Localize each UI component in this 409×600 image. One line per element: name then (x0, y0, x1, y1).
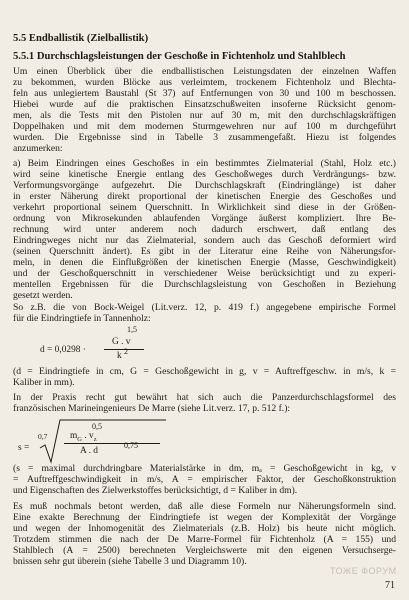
formula2-legend-line: und Eigenschaften des Zielwerkstoffes berücksichtigt, d = Kaliber in dm). (13, 485, 298, 496)
formula1-denominator-exponent: 2 (124, 347, 128, 356)
point-a-line: rechnung wird unter anderem noch dadurch erschwert, daß entlang des (13, 224, 396, 235)
formula2-legend-line: (s = maximal durchdringbare Materialstärke in dm, mₐ = Geschoßgewicht in kg, v (13, 463, 396, 474)
demarre-intro-line: In der Praxis recht gut bewährt hat sich auch die Panzerdurchschlagsformel des (13, 392, 396, 403)
intro-line: feln aus unlegiertem Baustahl (St 37) auf Entfernungen von 30 und 100 m beschossen. (13, 88, 396, 99)
formula1-denominator: k (117, 351, 122, 361)
point-a-line: mentellen Ergebnissen für die Durchschlagsleistung von Geschoßen in Beziehung (13, 279, 396, 290)
intro-line: Doppelhaken und mit dem modernen Sturmgewehren nur auf 100 m durchgeführt (13, 121, 396, 132)
intro-line: zu bekommen, wurden Blöcke aus verleimtem, trockenem Fichtenholz und Blechta- (13, 77, 396, 88)
section-heading: 5.5 Endballistik (Zielballistik) (13, 33, 149, 44)
closing-line: Trotzdem stimmen die nach der De Marre-Formel für Fichtenholz (A = 155) und (13, 534, 396, 545)
intro-line: wurden. Die Ergebnisse sind in Tabelle 3 zusammengefaßt. Hiezu ist folgendes (13, 132, 396, 143)
point-a-line: verkehrt proportional seinem Querschnitt. In Wirklichkeit sind diese in der Größen- (13, 202, 396, 213)
formula1-lhs: d = 0,0298 · (40, 345, 86, 355)
point-a-line: Verformungsvorgänge aufgezehrt. Die Durchschlagskraft (Eindringlänge) ist daher (13, 180, 396, 191)
point-a-line: ordnung von Mikrosekunden ablaufenden Vorgänge äußerst kompliziert. Ihre Be- (13, 213, 396, 224)
bock-intro-line: So z.B. die von Bock-Weigel (Lit.verz. 12, p. 419 f.) angegebene empirische Formel (13, 302, 396, 313)
demarre-intro-line: französischen Marineingenieurs De Marre (siehe Lit.verz. 17, p. 512 f.): (13, 403, 291, 414)
formula2-root-index: 0,7 (38, 432, 48, 441)
point-a-line: (seinen Querschnitt ändert). Es gibt in der Literatur eine Reihe von Näherungsfor- (13, 246, 396, 257)
formula2-denominator-exponent: 0,75 (124, 441, 138, 450)
closing-line: Es muß nochmals betont werden, daß alle diese Formeln nur Näherungsformeln sind. (13, 501, 396, 512)
formula2-fraction-bar (64, 443, 160, 444)
intro-line: Hiebei wurde auf die praktischen Einsatzschußweiten insoferne Rücksicht genom- (13, 99, 396, 110)
page-number: 71 (385, 580, 395, 591)
formula1-numerator: G . v (112, 337, 131, 347)
point-a-line: und der Geschoßquerschnitt in verschiedener Weise berücksichtigt und zu experi- (13, 268, 396, 279)
radical-sign-icon (38, 418, 168, 466)
formula2-numerator-exponent: 0,5 (92, 422, 102, 431)
closing-line: Eine exakte Berechnung der Eindringtiefe ist wegen der Komplexität der Vorgänge (13, 512, 396, 523)
point-a-line: in erster Näherung direkt proportional der kinetischen Energie des Geschoßes und (13, 191, 396, 202)
formula2-denominator: A . d (80, 446, 98, 456)
bock-intro-line: für die Eindringtiefe in Tannenholz: (13, 313, 151, 324)
formula2-numerator: $m_G$ . $v_z$ (70, 431, 97, 443)
formula1-legend-line: Kaliber in mm). (13, 377, 75, 388)
closing-line: und wegen der Inhomogenität des Zielmaterials (z.B. Holz) bis heute nicht möglich. (13, 523, 396, 534)
formula1-numerator-exponent: 1,5 (127, 325, 137, 334)
intro-line: Um einen Überblick über die endballistischen Leistungsdaten der einzelnen Waffen (13, 66, 396, 77)
formula1-legend-line: (d = Eindringtiefe in cm, G = Geschoßgewicht in g, v = Auftreffgeschw. in m/s, k = (13, 366, 396, 377)
subsection-heading: 5.5.1 Durchschlagsleistungen der Geschoße in Fichtenholz und Stahlblech (13, 51, 346, 62)
point-a-line: wird seine kinetische Energie entlang des Geschoßweges durch Verdrängungs- bzw. (13, 169, 396, 180)
intro-line: men, als die Tests mit den Pistolen nur auf 30 m, mit den durchschlagskräftigen (13, 110, 396, 121)
point-a-line: a) Beim Eindringen eines Geschoßes in ein bestimmtes Zielmaterial (Stahl, Holz etc.) (13, 158, 396, 169)
watermark: ТОЖЕ ФОРУМ (330, 566, 397, 576)
closing-line: bnissen sehr gut überein (siehe Tabelle 3 und Diagramm 10). (13, 556, 247, 567)
formula2-lhs: s = (18, 443, 30, 453)
point-a-line: meln, in denen die Einflußgrößen der kinetischen Energie (Masse, Geschwindigkeit) (13, 257, 396, 268)
point-a-line: Eindringweges nicht nur das Zielmaterial, sondern auch das Geschoß deformiert wird (13, 235, 396, 246)
formula2-legend-line: = Auftreffgeschwindigkeit in m/s, A = empirischer Faktor, der Geschoßkonstruktion (13, 474, 396, 485)
point-a-line: gesetzt werden. (13, 290, 73, 301)
intro-line: anzumerken: (13, 143, 63, 154)
closing-line: Stahlblech (A = 2500) berechneten Vergleichswerte mit den eigenen Versuchserge- (13, 545, 396, 556)
